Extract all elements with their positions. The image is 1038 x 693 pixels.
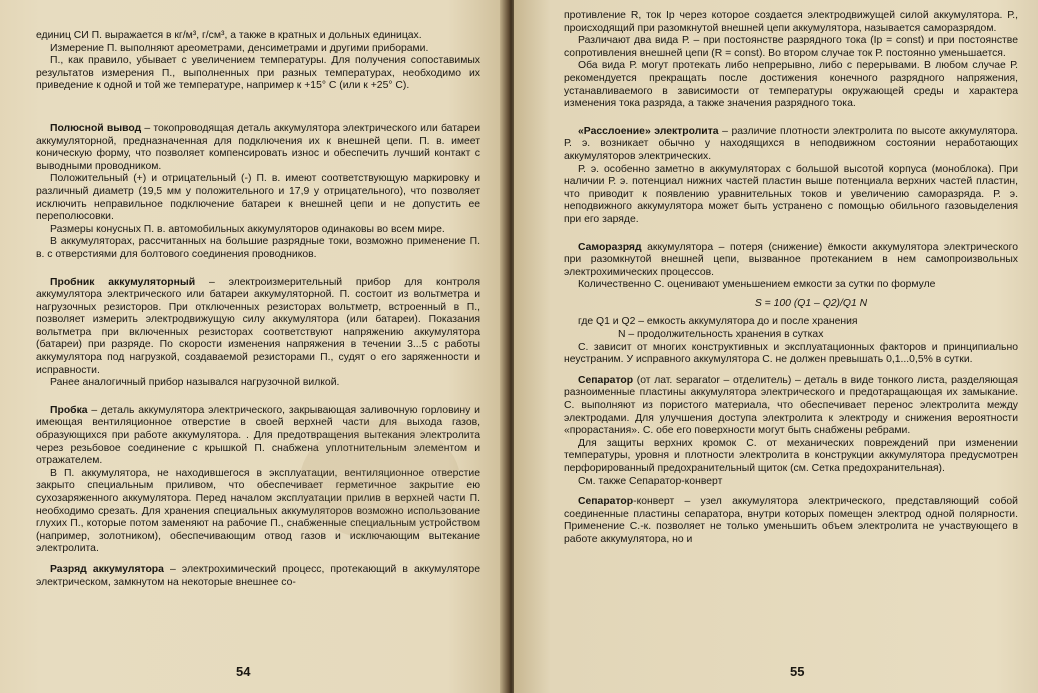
entry-term: Полюсной вывод xyxy=(50,122,142,134)
entry-separator-envelope xyxy=(564,496,1018,546)
cross-reference: См. также Сепаратор-конверт xyxy=(578,475,723,487)
entry-term: Разряд аккумулятора xyxy=(50,563,164,575)
right-page xyxy=(514,0,1038,693)
entry-text: аккумулятора – потеря (снижение) ёмкости аккумулятора электрического при разомкнутой внешней цепи, вызванное протеканием в нем самопроизвольных электрохимических процессов. xyxy=(564,241,1018,278)
entry-text: – электрохимический процесс, протекающий в аккумуляторе электрическом, замкнутом на некоторые внешнее со- xyxy=(36,563,480,588)
paragraph: Положительный (+) и отрицательный (-) П. в. имеют соответствующую маркировку и различный диаметр (19,5 мм у положительного и 17,9 у отрицательного), что позволяет исключить неправильное подключение батареи к внешней цепи и не допустить ее переполюсовки. xyxy=(36,173,480,223)
paragraph: В П. аккумулятора, не находившегося в эксплуатации, вентиляционное отверстие закрыто специальным приливом, что обеспечивает герметичное закрытие ею сухозаряженного аккумулятора. Перед началом эксплуатации прилив в верхней части П. необходимо срезать. Для хранения специальных аккумуляторов возможно использование глухих П., которые потом заменяют на рабочие П., снабженные специальным устройством (например, золотником), обеспечивающим отвод газов и исключающим вытекание электролита. xyxy=(36,467,480,555)
entry-text: – токопроводящая деталь аккумулятора электрического или батареи аккумуляторной, предназначенная для подключения их к внешней цепи. П. в. имеет коническую форму, что позволяет компенсировать износ и обеспечить лучший контакт с выводными проводником. xyxy=(36,122,481,172)
paragraph: Р. э. особенно заметно в аккумуляторах с большой высотой корпуса (моноблока). При наличии Р. э. потенциал нижних частей пластин выше потенциала верхних частей пластин, что приводит к появлению уравнительных токов и увеличению саморазряда. Р. э. неподвижного аккумулятора может быть устранено с помощью обильного газовыделения при его заряде. xyxy=(564,163,1018,225)
entry-electrolyte-stratification xyxy=(564,126,1018,164)
paragraph: Ранее аналогичный прибор назывался нагрузочной вилкой. xyxy=(50,377,340,389)
entry-battery-tester xyxy=(36,277,480,378)
entry-text: (от лат. separator – отделитель) – деталь в виде тонкого листа, разделяющая разноименные пластины аккумулятора электрического и предотаращающая их замыкание. С. выполняют из пористого материала, что обеспечивает перенос электролита между электродами. Для улучшения доступа электролита к электроду и снижения вероятности «прорастания». С. обе его поверхности могут быть снабжены ребрами. xyxy=(564,374,1018,437)
entry-term: Сепаратор xyxy=(578,374,634,386)
entry-polar-terminal xyxy=(36,123,480,173)
page-number: 54 xyxy=(236,664,251,680)
entry-separator xyxy=(564,375,1018,438)
left-page xyxy=(0,0,508,693)
paragraph: единиц СИ П. выражается в кг/м³, г/см³, а также в кратных и дольных единицах. xyxy=(36,30,422,41)
entry-term: Саморазряд xyxy=(578,241,642,253)
paragraph: N – продолжительность хранения в сутках xyxy=(618,329,824,341)
paragraph: Для защиты верхних кромок С. от механических повреждений при изменении температуры, уровня и плотности электролита в конструкции аккумулятора предусмотрен перфорированный предохранительный щиток (см. Сетка предохранительная). xyxy=(564,437,1018,474)
paragraph: Оба вида Р. могут протекать либо непрерывно, либо с перерывами. В любом случае Р. рекомендуется прекращать после достижения конечного разрядного напряжения, устанавливаемого в зависимости от температуры окружающей среды и характера изменения тока разряда, а также значения разрядного тока. xyxy=(564,60,1018,110)
entry-discharge xyxy=(36,564,480,589)
page-number: 55 xyxy=(790,664,805,680)
paragraph: П., как правило, убывает с увеличением температуры. Для получения сопоставимых результатов измерения П., выполненных при разных температурах, необходимо их приведение к одной и той же температуре, например к +15° С (или к +25° С). xyxy=(36,55,480,92)
paragraph: Размеры конусных П. в. автомобильных аккумуляторов одинаковы во всем мире. xyxy=(50,223,445,235)
paragraph: противление R, ток Iр через которое создается электродвижущей силой аккумулятора. Р., происходящий при разомкнутой внешней цепи аккумулятора, называется саморазрядом. xyxy=(564,10,1018,34)
paper-stain xyxy=(300,420,460,540)
entry-text: -конверт – узел аккумулятора электрического, представляющий собой соединенные пластины сепаратора, внутри которых помещен электрод одной полярности. Применение С.-к. позволяет не только уменьшить объем электролита не участвующего в работе аккумулятора, но и xyxy=(564,496,1018,545)
paragraph: где Q1 и Q2 – емкость аккумулятора до и после хранения xyxy=(578,316,858,328)
paragraph: Измерение П. выполняют ареометрами, денсиметрами и другими приборами. xyxy=(50,42,429,54)
paragraph: Различают два вида Р. – при постоянстве разрядного тока (Iр = const) и при постоянстве сопротивления внешней цепи (R = const). Во втором случае ток Р. постоянно уменьшается. xyxy=(564,35,1018,59)
entry-self-discharge xyxy=(564,242,1018,280)
formula: S = 100 (Q1 – Q2)/Q1 N xyxy=(754,297,868,309)
paragraph: Количественно С. оценивают уменьшением емкости за сутки по формуле xyxy=(578,279,936,291)
entry-term: Сепаратор xyxy=(578,496,634,508)
paragraph: С. зависит от многих конструктивных и эксплуатационных факторов и принципиально неустраним. У исправного аккумулятора С. не должен превышать 0,1...0,5% в сутки. xyxy=(564,341,1018,366)
entry-text: – деталь аккумулятора электрического, закрывающая заливочную горловину и имеющая вентиляционное отверстие в своей верхней части для выхода газов, образующихся при работе аккумулятора. . Для предотвращения вытекания электролита через резьбовое соединение с крышкой П. снабжена уплотнительным элементом и отражателем. xyxy=(36,404,480,467)
entry-text: – электроизмерительный прибор для контроля аккумулятора электрического или батареи аккумуляторной. П. состоит из вольтметра и нагрузочных резисторов. При отключенных резисторах вольтметр, встроенный в П., позволяет измерить электродвижущую силу аккумулятора (или батареи). Показания вольтметра при включенных резисторах соответствуют напряжению аккумулятора (батареи) при разряде. По скорости изменения напряжения в течении 3...5 с работы аккумулятора под нагрузкой, создаваемой резисторами П., судят о его заряженности и исправности. xyxy=(36,276,480,376)
entry-text: – различие плотности электролита по высоте аккумулятора. Р. э. возникает обычно у находящихся в неподвижном состоянии неработающих аккумуляторов электрических. xyxy=(564,125,1018,162)
paragraph: В аккумуляторах, рассчитанных на большие разрядные токи, возможно применение П. в. с отверстиями для болтового соединения проводников. xyxy=(36,236,480,260)
entry-term: Пробка xyxy=(50,404,88,416)
entry-term: Пробник аккумуляторный xyxy=(50,276,196,288)
entry-term: «Расслоение» электролита xyxy=(578,125,719,137)
